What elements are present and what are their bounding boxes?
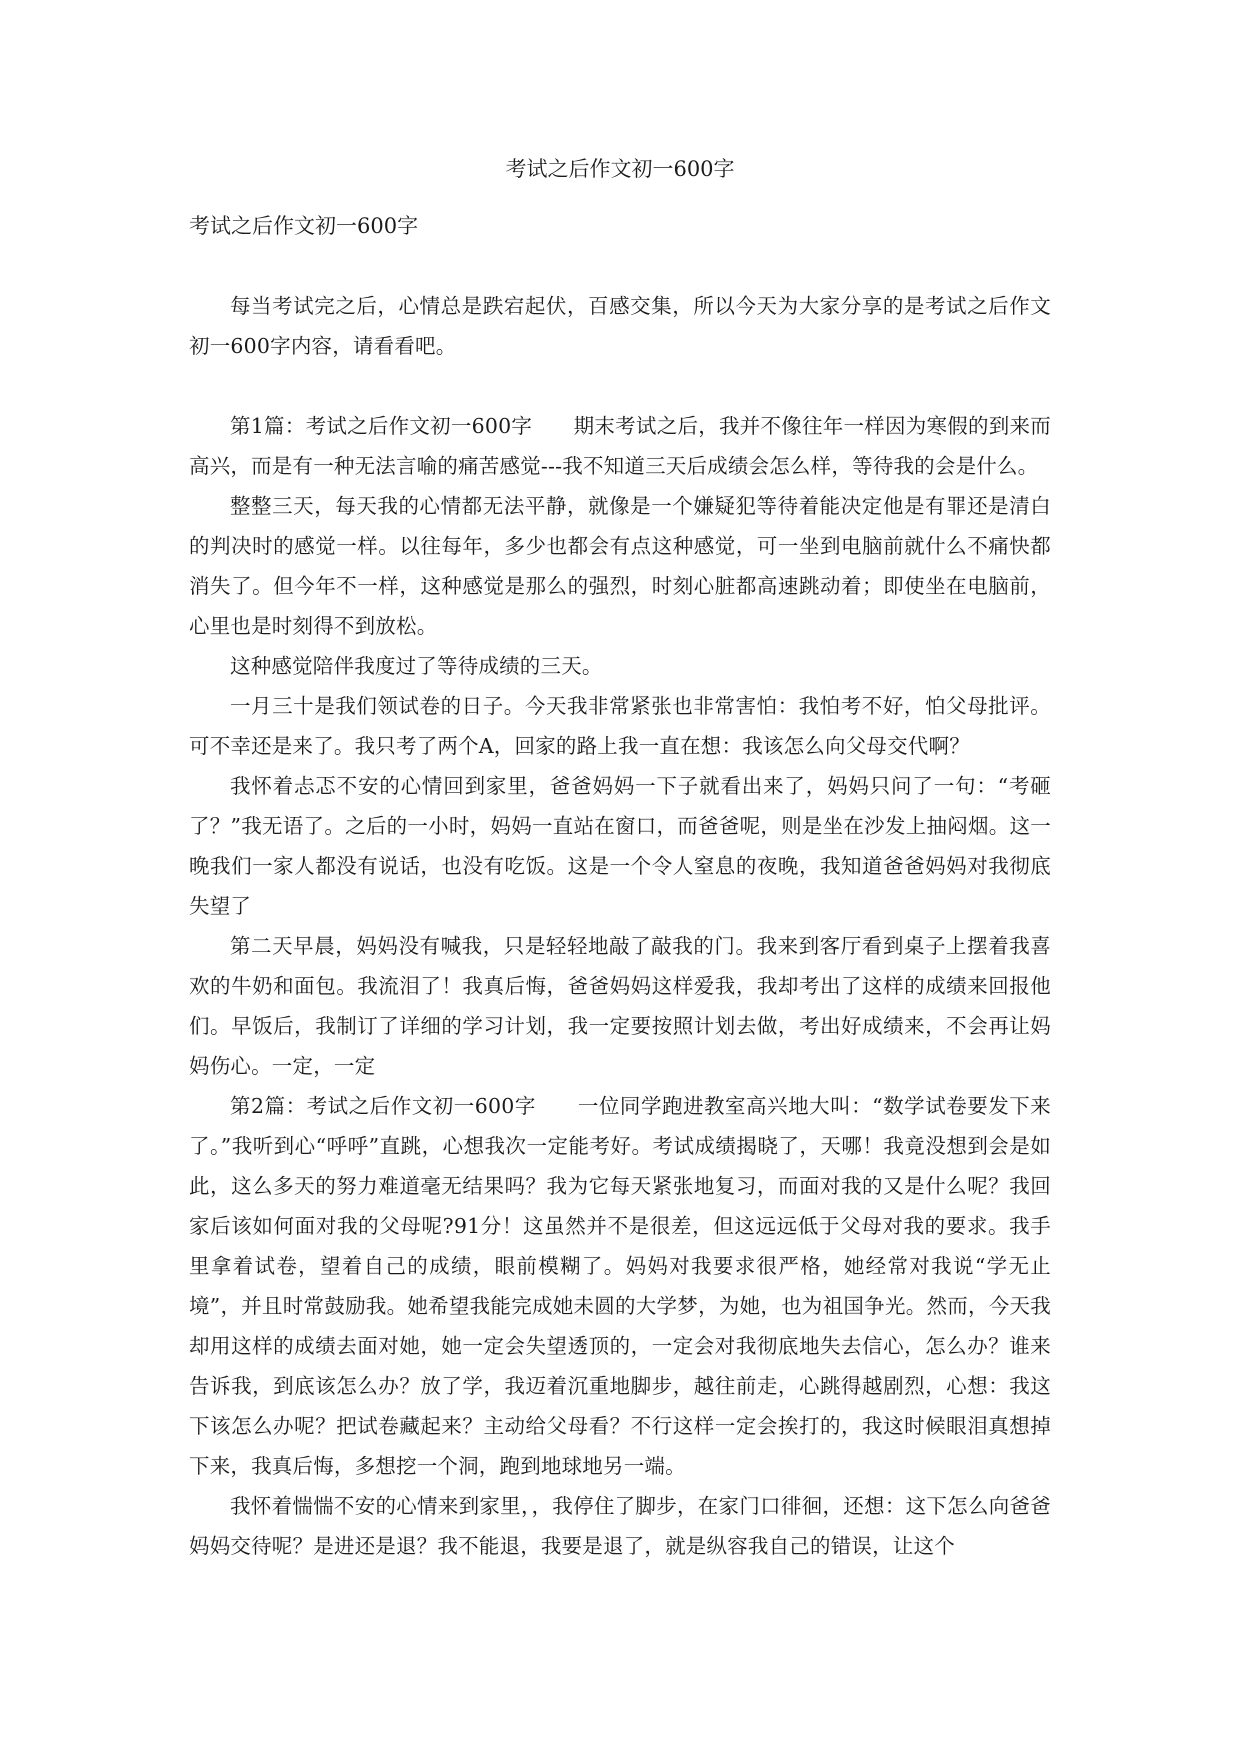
document-title: 考试之后作文初一600字 bbox=[505, 157, 735, 181]
intro-paragraph: 每当考试完之后，心情总是跌宕起伏，百感交集，所以今天为大家分享的是考试之后作文初一600字内容，请看看吧。 bbox=[189, 294, 1051, 358]
document-body bbox=[189, 286, 1051, 1566]
essay-paragraph: 第二天早晨，妈妈没有喊我，只是轻轻地敲了敲我的门。我来到客厅看到桌子上摆着我喜欢的牛奶和面包。我流泪了！我真后悔，爸爸妈妈这样爱我，我却考出了这样的成绩来回报他们。早饭后，我制订了详细的学习计划，我一定要按照计划去做，考出好成绩来，不会再让妈妈伤心。一定，一定 bbox=[189, 934, 1051, 1078]
essay-paragraph: 第2篇：考试之后作文初一600字 一位同学跑进教室高兴地大叫：“数学试卷要发下来了。”我听到心“呼呼”直跳，心想我次一定能考好。考试成绩揭晓了，天哪！我竟没想到会是如此，这么多天的努力难道毫无结果吗？我为它每天紧张地复习，而面对我的又是什么呢？我回家后该如何面对我的父母呢?91分！这虽然并不是很差，但这远远低于父母对我的要求。我手里拿着试卷，望着自己的成绩，眼前模糊了。妈妈对我要求很严格，她经常对我说“学无止境”，并且时常鼓励我。她希望我能完成她未圆的大学梦，为她，也为祖国争光。然而，今天我却用这样的成绩去面对她，她一定会失望透顶的，一定会对我彻底地失去信心，怎么办？谁来告诉我，到底该怎么办？放了学，我迈着沉重地脚步，越往前走，心跳得越剧烈，心想：我这下该怎么办呢？把试卷藏起来？主动给父母看？不行这样一定会挨打的，我这时候眼泪真想掉下来，我真后悔，多想挖一个洞，跑到地球地另一端。 bbox=[189, 1094, 1051, 1478]
essay-paragraph: 整整三天，每天我的心情都无法平静，就像是一个嫌疑犯等待着能决定他是有罪还是清白的判决时的感觉一样。以往每年，多少也都会有点这种感觉，可一坐到电脑前就什么不痛快都消失了。但今年不一样，这种感觉是那么的强烈，时刻心脏都高速跳动着；即使坐在电脑前，心里也是时刻得不到放松。 bbox=[189, 494, 1051, 638]
essay-paragraph: 第1篇：考试之后作文初一600字 期末考试之后，我并不像往年一样因为寒假的到来而高兴，而是有一种无法言喻的痛苦感觉---我不知道三天后成绩会怎么样，等待我的会是什么。 bbox=[189, 414, 1051, 478]
essay-paragraph: 一月三十是我们领试卷的日子。今天我非常紧张也非常害怕：我怕考不好，怕父母批评。可不幸还是来了。我只考了两个A，回家的路上我一直在想：我该怎么向父母交代啊？ bbox=[189, 694, 1051, 758]
essay-paragraph: 这种感觉陪伴我度过了等待成绩的三天。 bbox=[230, 654, 603, 678]
essay-paragraph: 我怀着惴惴不安的心情来到家里，，我停住了脚步，在家门口徘徊，还想：这下怎么向爸爸妈妈交待呢？是进还是退？我不能退，我要是退了，就是纵容我自己的错误，让这个 bbox=[189, 1494, 1051, 1558]
document-subtitle: 考试之后作文初一600字 bbox=[189, 214, 419, 238]
essay-paragraph: 我怀着忐忑不安的心情回到家里，爸爸妈妈一下子就看出来了，妈妈只问了一句：“考砸了？”我无语了。之后的一小时，妈妈一直站在窗口，而爸爸呢，则是坐在沙发上抽闷烟。这一晚我们一家人都没有说话，也没有吃饭。这是一个令人窒息的夜晚，我知道爸爸妈妈对我彻底失望了 bbox=[189, 774, 1051, 918]
